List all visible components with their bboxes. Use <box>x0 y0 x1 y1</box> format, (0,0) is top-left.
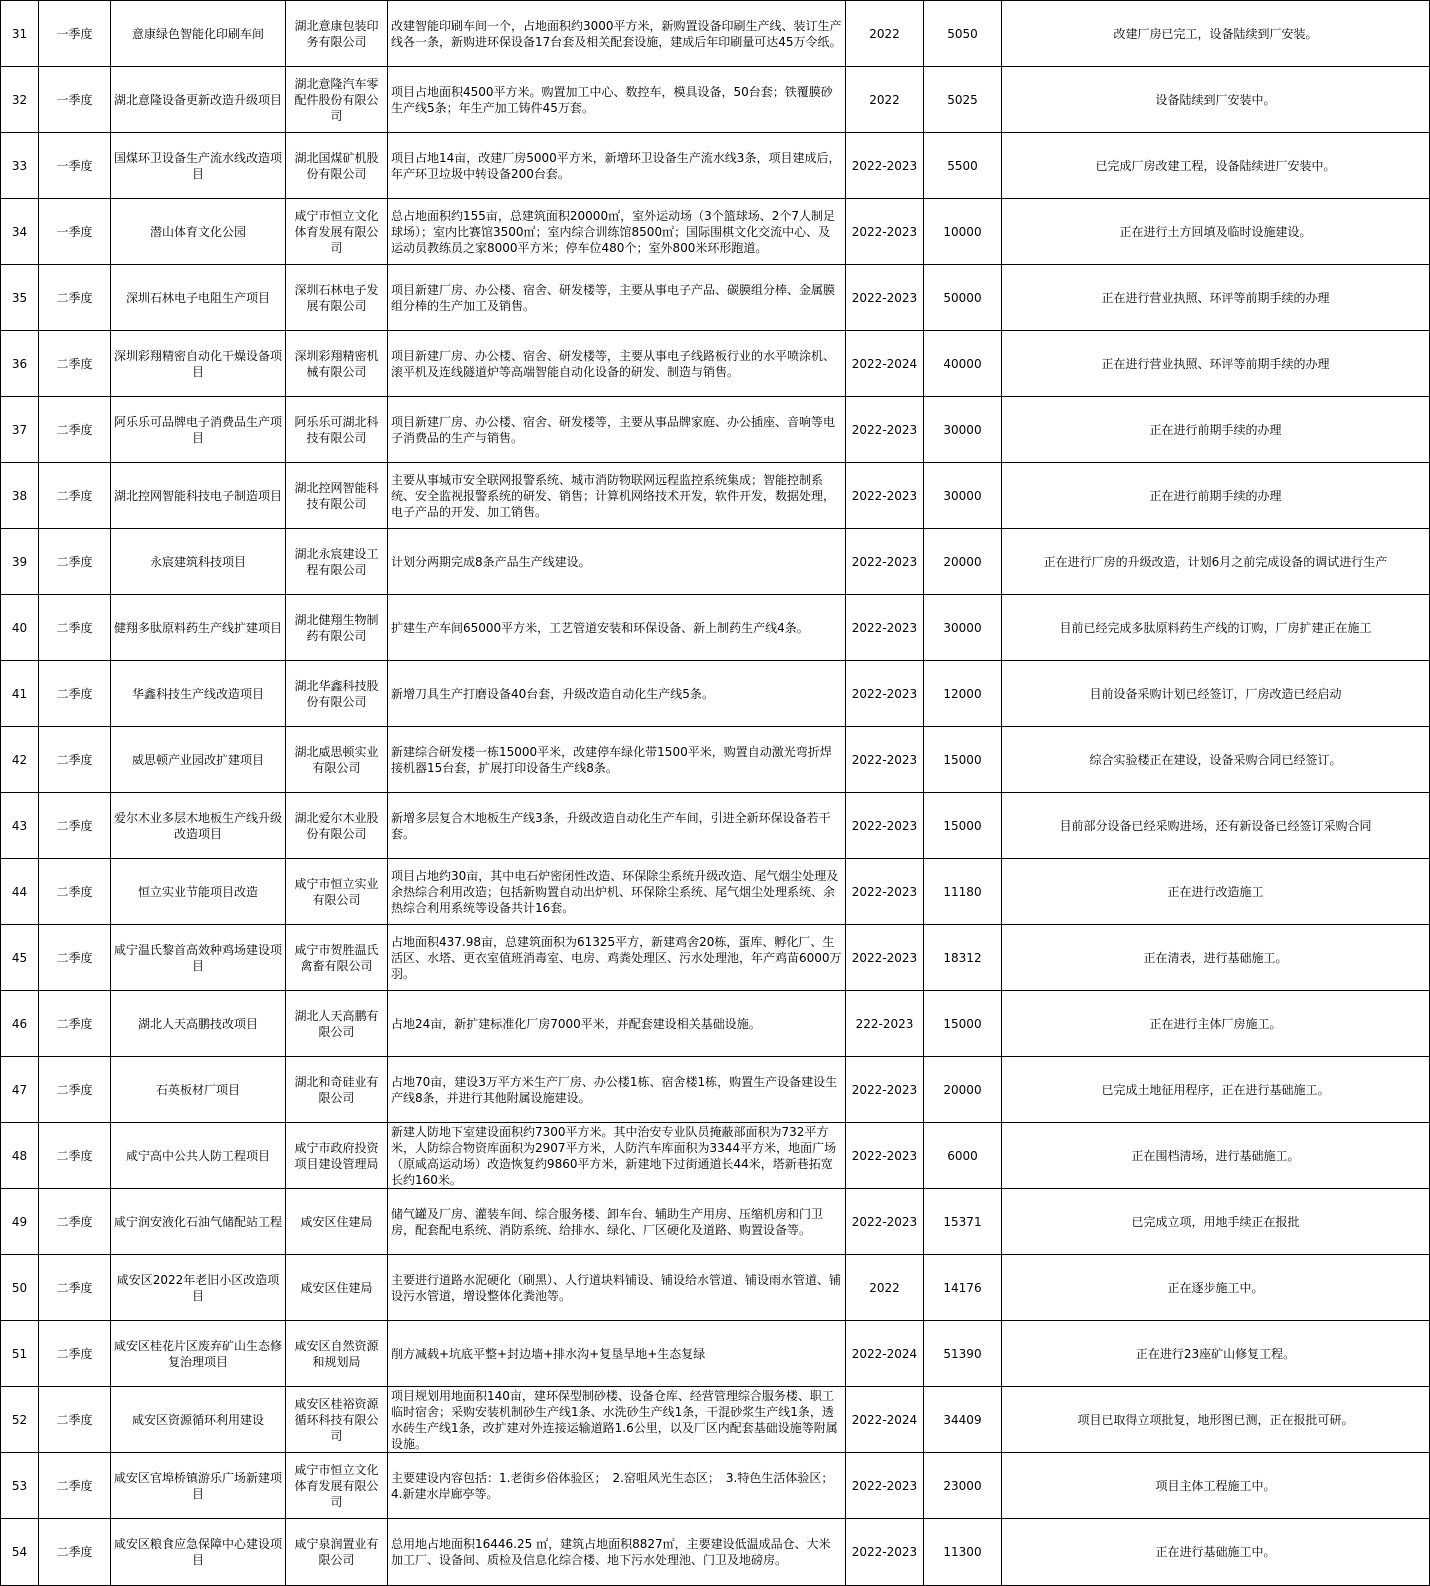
cell-project-name: 咸安区桂花片区废弃矿山生态修复治理项目 <box>111 1321 286 1387</box>
cell-period: 2022-2023 <box>846 1453 924 1519</box>
cell-content: 新建综合研发楼一栋15000平米，改建停车绿化带1500平米，购置自动激光弯折焊接机器15台套，扩展打印设备生产线8条。 <box>388 727 846 793</box>
cell-investment: 30000 <box>924 397 1002 463</box>
cell-progress: 已完成厂房改建工程，设备陆续进厂安装中。 <box>1002 133 1430 199</box>
table-row <box>1 463 1430 529</box>
cell-number: 42 <box>1 727 39 793</box>
cell-quarter: 二季度 <box>39 925 111 991</box>
cell-quarter: 二季度 <box>39 331 111 397</box>
cell-number: 45 <box>1 925 39 991</box>
cell-quarter: 二季度 <box>39 991 111 1057</box>
cell-period: 2022-2023 <box>846 133 924 199</box>
cell-investment: 15000 <box>924 991 1002 1057</box>
cell-investment: 15000 <box>924 793 1002 859</box>
cell-period: 2022-2023 <box>846 1057 924 1123</box>
cell-content: 储气罐及厂房、灌装车间、综合服务楼、卸车台、辅助生产用房、压缩机房和门卫房，配套配电系统、消防系统、给排水、绿化、厂区硬化及道路、购置设备等。 <box>388 1189 846 1255</box>
cell-progress: 设备陆续到厂安装中。 <box>1002 67 1430 133</box>
cell-quarter: 一季度 <box>39 1 111 67</box>
cell-company: 咸安区住建局 <box>286 1255 388 1321</box>
cell-company: 湖北威思顿实业有限公司 <box>286 727 388 793</box>
cell-quarter: 二季度 <box>39 727 111 793</box>
cell-content: 项目占地14亩，改建厂房5000平方米，新增环卫设备生产流水线3条，项目建成后，年产环卫垃圾中转设备200台套。 <box>388 133 846 199</box>
cell-progress: 正在进行改造施工 <box>1002 859 1430 925</box>
cell-number: 50 <box>1 1255 39 1321</box>
cell-investment: 18312 <box>924 925 1002 991</box>
cell-progress: 正在进行土方回填及临时设施建设。 <box>1002 199 1430 265</box>
cell-company: 湖北意康包装印务有限公司 <box>286 1 388 67</box>
table-row <box>1 595 1430 661</box>
cell-period: 2022-2023 <box>846 199 924 265</box>
cell-content: 项目占地面积4500平方米。购置加工中心、数控车，模具设备，50台套；铁覆膜砂生产线5条；年生产加工铸件45万套。 <box>388 67 846 133</box>
cell-investment: 50000 <box>924 265 1002 331</box>
cell-quarter: 二季度 <box>39 463 111 529</box>
cell-project-name: 湖北人天高鹏技改项目 <box>111 991 286 1057</box>
cell-progress: 正在进行基础施工中。 <box>1002 1519 1430 1586</box>
cell-progress: 目前设备采购计划已经签订，厂房改造已经启动 <box>1002 661 1430 727</box>
table-row <box>1 991 1430 1057</box>
cell-progress: 正在进行前期手续的办理 <box>1002 397 1430 463</box>
cell-period: 2022-2023 <box>846 793 924 859</box>
cell-project-name: 深圳彩翔精密自动化干燥设备项目 <box>111 331 286 397</box>
table-row <box>1 1189 1430 1255</box>
cell-content: 占地70亩，建设3万平方米生产厂房、办公楼1栋、宿舍楼1栋，购置生产设备建设生产线8条，并进行其他附属设施建设。 <box>388 1057 846 1123</box>
cell-progress: 正在进行厂房的升级改造，计划6月之前完成设备的调试进行生产 <box>1002 529 1430 595</box>
cell-project-name: 湖北控网智能科技电子制造项目 <box>111 463 286 529</box>
table-row <box>1 1057 1430 1123</box>
cell-content: 主要从事城市安全联网报警系统、城市消防物联网远程监控系统集成；智能控制系统、安全监视报警系统的研发、销售；计算机网络技术开发，软件开发，数据处理，电子产品的开发、加工销售。 <box>388 463 846 529</box>
cell-company: 咸宁市恒立文化体育发展有限公司 <box>286 1453 388 1519</box>
cell-progress: 目前已经完成多肽原料药生产线的订购，厂房扩建正在施工 <box>1002 595 1430 661</box>
cell-project-name: 阿乐乐可品牌电子消费品生产项目 <box>111 397 286 463</box>
table-row <box>1 1387 1430 1453</box>
cell-company: 咸安区自然资源和规划局 <box>286 1321 388 1387</box>
cell-number: 36 <box>1 331 39 397</box>
cell-content: 新增多层复合木地板生产线3条，升级改造自动化生产车间，引进全新环保设备若干套。 <box>388 793 846 859</box>
cell-period: 2022-2024 <box>846 331 924 397</box>
table-row <box>1 397 1430 463</box>
cell-company: 湖北国煤矿机股份有限公司 <box>286 133 388 199</box>
cell-investment: 10000 <box>924 199 1002 265</box>
cell-project-name: 健翔多肽原料药生产线扩建项目 <box>111 595 286 661</box>
cell-progress: 正在逐步施工中。 <box>1002 1255 1430 1321</box>
cell-progress: 目前部分设备已经采购进场，还有新设备已经签订采购合同 <box>1002 793 1430 859</box>
cell-period: 2022-2024 <box>846 1387 924 1453</box>
cell-company: 湖北爱尔木业股份有限公司 <box>286 793 388 859</box>
table-row <box>1 1123 1430 1189</box>
cell-project-name: 咸安区官埠桥镇游乐广场新建项目 <box>111 1453 286 1519</box>
cell-quarter: 一季度 <box>39 199 111 265</box>
cell-progress: 正在清表，进行基础施工。 <box>1002 925 1430 991</box>
cell-investment: 5025 <box>924 67 1002 133</box>
cell-content: 占地面积437.98亩，总建筑面积为61325平方，新建鸡舍20栋，蛋库、孵化厂、生活区、水塔、更衣室值班消毒室、电房、鸡粪处理区、污水处理池，年产鸡苗6000万羽。 <box>388 925 846 991</box>
cell-progress: 正在进行前期手续的办理 <box>1002 463 1430 529</box>
cell-period: 2022-2023 <box>846 529 924 595</box>
cell-period: 2022-2023 <box>846 925 924 991</box>
cell-project-name: 咸安区2022年老旧小区改造项目 <box>111 1255 286 1321</box>
table-row <box>1 1453 1430 1519</box>
cell-number: 54 <box>1 1519 39 1586</box>
table-row <box>1 1321 1430 1387</box>
cell-period: 2022 <box>846 1255 924 1321</box>
cell-period: 2022 <box>846 67 924 133</box>
cell-progress: 已完成立项，用地手续正在报批 <box>1002 1189 1430 1255</box>
cell-period: 2022 <box>846 1 924 67</box>
cell-number: 39 <box>1 529 39 595</box>
cell-number: 37 <box>1 397 39 463</box>
cell-content: 新建人防地下室建设面积约7300平方米。其中治安专业队员掩蔽部面积为732平方米，人防综合物资库面积为2907平方米，人防汽车库面积为3344平方米，地面广场（原咸高运动场）改造恢复约9860平方米，新建地下过街通道长44米，塔新巷拓宽长约160米。 <box>388 1123 846 1189</box>
cell-number: 31 <box>1 1 39 67</box>
cell-number: 46 <box>1 991 39 1057</box>
cell-company: 湖北健翔生物制药有限公司 <box>286 595 388 661</box>
cell-investment: 11300 <box>924 1519 1002 1586</box>
cell-company: 咸安区住建局 <box>286 1189 388 1255</box>
table-row <box>1 793 1430 859</box>
cell-project-name: 华鑫科技生产线改造项目 <box>111 661 286 727</box>
cell-period: 2022-2023 <box>846 1189 924 1255</box>
cell-investment: 15000 <box>924 727 1002 793</box>
cell-content: 总占地面积约155亩，总建筑面积20000㎡，室外运动场（3个篮球场、2个7人制足球场）；室内比赛馆3500㎡；室内综合训练馆8500㎡；国际围棋文化交流中心、及运动员教练员之家8000平方米；停车位480个；室外800米环形跑道。 <box>388 199 846 265</box>
cell-content: 项目新建厂房、办公楼、宿舍、研发楼等，主要从事电子产品、碳膜组分棒、金属膜组分棒的生产加工及销售。 <box>388 265 846 331</box>
cell-company: 咸宁市恒立实业有限公司 <box>286 859 388 925</box>
cell-content: 项目规划用地面积140亩，建环保型制砂楼、设备仓库、经营管理综合服务楼、职工临时宿舍；采购安装机制砂生产线1条、水洗砂生产线1条，干混砂浆生产线1条，透水砖生产线1条，改扩建对外连接运输道路1.6公里，以及厂区内配套基础设施等附属设施。 <box>388 1387 846 1453</box>
cell-number: 51 <box>1 1321 39 1387</box>
cell-project-name: 国煤环卫设备生产流水线改造项目 <box>111 133 286 199</box>
cell-quarter: 二季度 <box>39 661 111 727</box>
table-row <box>1 265 1430 331</box>
cell-project-name: 恒立实业节能项目改造 <box>111 859 286 925</box>
cell-company: 咸宁市政府投资项目建设管理局 <box>286 1123 388 1189</box>
cell-content: 总用地占地面积16446.25 ㎡，建筑占地面积8827㎡，主要建设低温成品仓、大米加工厂、设备间、质检及信息化综合楼、地下污水处理池、门卫及地磅房。 <box>388 1519 846 1586</box>
cell-period: 2022-2023 <box>846 727 924 793</box>
cell-project-name: 湖北意隆设备更新改造升级项目 <box>111 67 286 133</box>
cell-project-name: 石英板材厂项目 <box>111 1057 286 1123</box>
cell-quarter: 二季度 <box>39 397 111 463</box>
cell-period: 2022-2024 <box>846 1321 924 1387</box>
cell-project-name: 咸宁润安液化石油气储配站工程 <box>111 1189 286 1255</box>
cell-quarter: 二季度 <box>39 1453 111 1519</box>
cell-progress: 正在围档清场，进行基础施工。 <box>1002 1123 1430 1189</box>
table-row <box>1 925 1430 991</box>
cell-company: 湖北和奇硅业有限公司 <box>286 1057 388 1123</box>
cell-company: 湖北人天高鹏有限公司 <box>286 991 388 1057</box>
cell-project-name: 爱尔木业多层木地板生产线升级改造项目 <box>111 793 286 859</box>
cell-number: 43 <box>1 793 39 859</box>
cell-progress: 正在进行营业执照、环评等前期手续的办理 <box>1002 331 1430 397</box>
cell-company: 湖北华鑫科技股份有限公司 <box>286 661 388 727</box>
cell-company: 咸宁泉润置业有限公司 <box>286 1519 388 1586</box>
cell-investment: 5050 <box>924 1 1002 67</box>
cell-quarter: 二季度 <box>39 529 111 595</box>
cell-project-name: 威思顿产业园改扩建项目 <box>111 727 286 793</box>
cell-period: 222-2023 <box>846 991 924 1057</box>
cell-content: 项目占地约30亩，其中电石炉密闭性改造、环保除尘系统升级改造、尾气烟尘处理及余热综合利用改造；包括新购置自动出炉机、环保除尘系统、尾气烟尘处理系统、余热综合利用系统等设备共计16套。 <box>388 859 846 925</box>
cell-project-name: 意康绿色智能化印刷车间 <box>111 1 286 67</box>
cell-company: 深圳石林电子发展有限公司 <box>286 265 388 331</box>
cell-number: 35 <box>1 265 39 331</box>
cell-period: 2022-2023 <box>846 463 924 529</box>
cell-project-name: 咸宁高中公共人防工程项目 <box>111 1123 286 1189</box>
cell-quarter: 二季度 <box>39 1123 111 1189</box>
cell-quarter: 二季度 <box>39 265 111 331</box>
cell-company: 湖北意隆汽车零配件股份有限公司 <box>286 67 388 133</box>
cell-investment: 51390 <box>924 1321 1002 1387</box>
cell-investment: 20000 <box>924 1057 1002 1123</box>
cell-progress: 综合实验楼正在建设，设备采购合同已经签订。 <box>1002 727 1430 793</box>
cell-number: 40 <box>1 595 39 661</box>
cell-company: 咸宁市贺胜温氏禽畜有限公司 <box>286 925 388 991</box>
cell-quarter: 二季度 <box>39 1519 111 1586</box>
cell-content: 主要进行道路水泥硬化（刷黑）、人行道块料铺设、铺设给水管道、铺设雨水管道、铺设污水管道，增设整体化粪池等。 <box>388 1255 846 1321</box>
cell-investment: 20000 <box>924 529 1002 595</box>
cell-project-name: 咸安区粮食应急保障中心建设项目 <box>111 1519 286 1586</box>
cell-project-name: 咸宁温氏黎首高效种鸡场建设项目 <box>111 925 286 991</box>
cell-content: 项目新建厂房、办公楼、宿舍、研发楼等，主要从事电子线路板行业的水平喷涂机、滚平机及连线隧道炉等高端智能自动化设备的研发、制造与销售。 <box>388 331 846 397</box>
cell-period: 2022-2023 <box>846 595 924 661</box>
cell-content: 占地24亩，新扩建标准化厂房7000平米，并配套建设相关基础设施。 <box>388 991 846 1057</box>
cell-period: 2022-2023 <box>846 1519 924 1586</box>
cell-content: 主要建设内容包括：1.老街乡俗体验区； 2.窑咀风光生态区； 3.特色生活体验区；4.新建水岸廊亭等。 <box>388 1453 846 1519</box>
cell-company: 深圳彩翔精密机械有限公司 <box>286 331 388 397</box>
cell-progress: 项目已取得立项批复，地形图已测，正在报批可研。 <box>1002 1387 1430 1453</box>
cell-number: 48 <box>1 1123 39 1189</box>
cell-number: 52 <box>1 1387 39 1453</box>
cell-project-name: 潜山体育文化公园 <box>111 199 286 265</box>
cell-content: 项目新建厂房、办公楼、宿舍、研发楼等，主要从事品牌家庭、办公插座、音响等电子消费品的生产与销售。 <box>388 397 846 463</box>
cell-number: 47 <box>1 1057 39 1123</box>
cell-quarter: 一季度 <box>39 133 111 199</box>
table-row <box>1 529 1430 595</box>
cell-progress: 正在进行营业执照、环评等前期手续的办理 <box>1002 265 1430 331</box>
cell-quarter: 二季度 <box>39 1057 111 1123</box>
cell-period: 2022-2023 <box>846 661 924 727</box>
cell-quarter: 二季度 <box>39 595 111 661</box>
table-row <box>1 1 1430 67</box>
cell-number: 33 <box>1 133 39 199</box>
table-row <box>1 727 1430 793</box>
cell-quarter: 二季度 <box>39 1255 111 1321</box>
cell-content: 扩建生产车间65000平方米，工艺管道安装和环保设备、新上制药生产线4条。 <box>388 595 846 661</box>
cell-company: 咸安区桂裕资源循环科技有限公司 <box>286 1387 388 1453</box>
cell-project-name: 深圳石林电子电阻生产项目 <box>111 265 286 331</box>
cell-quarter: 二季度 <box>39 793 111 859</box>
cell-number: 32 <box>1 67 39 133</box>
cell-investment: 30000 <box>924 595 1002 661</box>
cell-investment: 11180 <box>924 859 1002 925</box>
cell-content: 削方减载+坑底平整+封边墙+排水沟+复垦旱地+生态复绿 <box>388 1321 846 1387</box>
cell-content: 改建智能印刷车间一个，占地面积约3000平方米，新购置设备印刷生产线、装订生产线各一条，新购进环保设备17台套及相关配套设施，建成后年印刷量可达45万令纸。 <box>388 1 846 67</box>
table-row <box>1 67 1430 133</box>
cell-content: 计划分两期完成8条产品生产线建设。 <box>388 529 846 595</box>
table-row <box>1 331 1430 397</box>
cell-investment: 34409 <box>924 1387 1002 1453</box>
cell-content: 新增刀具生产打磨设备40台套，升级改造自动化生产线5条。 <box>388 661 846 727</box>
cell-investment: 5500 <box>924 133 1002 199</box>
cell-quarter: 二季度 <box>39 859 111 925</box>
cell-number: 49 <box>1 1189 39 1255</box>
cell-project-name: 咸安区资源循环利用建设 <box>111 1387 286 1453</box>
cell-period: 2022-2023 <box>846 265 924 331</box>
table-row <box>1 859 1430 925</box>
cell-progress: 已完成土地征用程序，正在进行基础施工。 <box>1002 1057 1430 1123</box>
cell-period: 2022-2023 <box>846 1123 924 1189</box>
cell-company: 阿乐乐可湖北科技有限公司 <box>286 397 388 463</box>
cell-number: 53 <box>1 1453 39 1519</box>
cell-period: 2022-2023 <box>846 397 924 463</box>
cell-investment: 15371 <box>924 1189 1002 1255</box>
table-row <box>1 661 1430 727</box>
cell-project-name: 永宸建筑科技项目 <box>111 529 286 595</box>
cell-company: 咸宁市恒立文化体育发展有限公司 <box>286 199 388 265</box>
cell-number: 44 <box>1 859 39 925</box>
cell-number: 38 <box>1 463 39 529</box>
cell-investment: 12000 <box>924 661 1002 727</box>
cell-number: 34 <box>1 199 39 265</box>
cell-investment: 6000 <box>924 1123 1002 1189</box>
cell-investment: 30000 <box>924 463 1002 529</box>
cell-quarter: 二季度 <box>39 1321 111 1387</box>
cell-company: 湖北控网智能科技有限公司 <box>286 463 388 529</box>
table-body <box>1 1 1430 1586</box>
cell-company: 湖北永宸建设工程有限公司 <box>286 529 388 595</box>
table-row <box>1 1255 1430 1321</box>
cell-investment: 40000 <box>924 331 1002 397</box>
cell-investment: 14176 <box>924 1255 1002 1321</box>
cell-quarter: 一季度 <box>39 67 111 133</box>
cell-progress: 项目主体工程施工中。 <box>1002 1453 1430 1519</box>
cell-progress: 正在进行23座矿山修复工程。 <box>1002 1321 1430 1387</box>
cell-investment: 23000 <box>924 1453 1002 1519</box>
table-row <box>1 1519 1430 1586</box>
cell-period: 2022-2023 <box>846 859 924 925</box>
cell-quarter: 二季度 <box>39 1189 111 1255</box>
cell-progress: 正在进行主体厂房施工。 <box>1002 991 1430 1057</box>
cell-quarter: 二季度 <box>39 1387 111 1453</box>
table-row <box>1 133 1430 199</box>
cell-number: 41 <box>1 661 39 727</box>
cell-progress: 改建厂房已完工，设备陆续到厂安装。 <box>1002 1 1430 67</box>
table-row <box>1 199 1430 265</box>
